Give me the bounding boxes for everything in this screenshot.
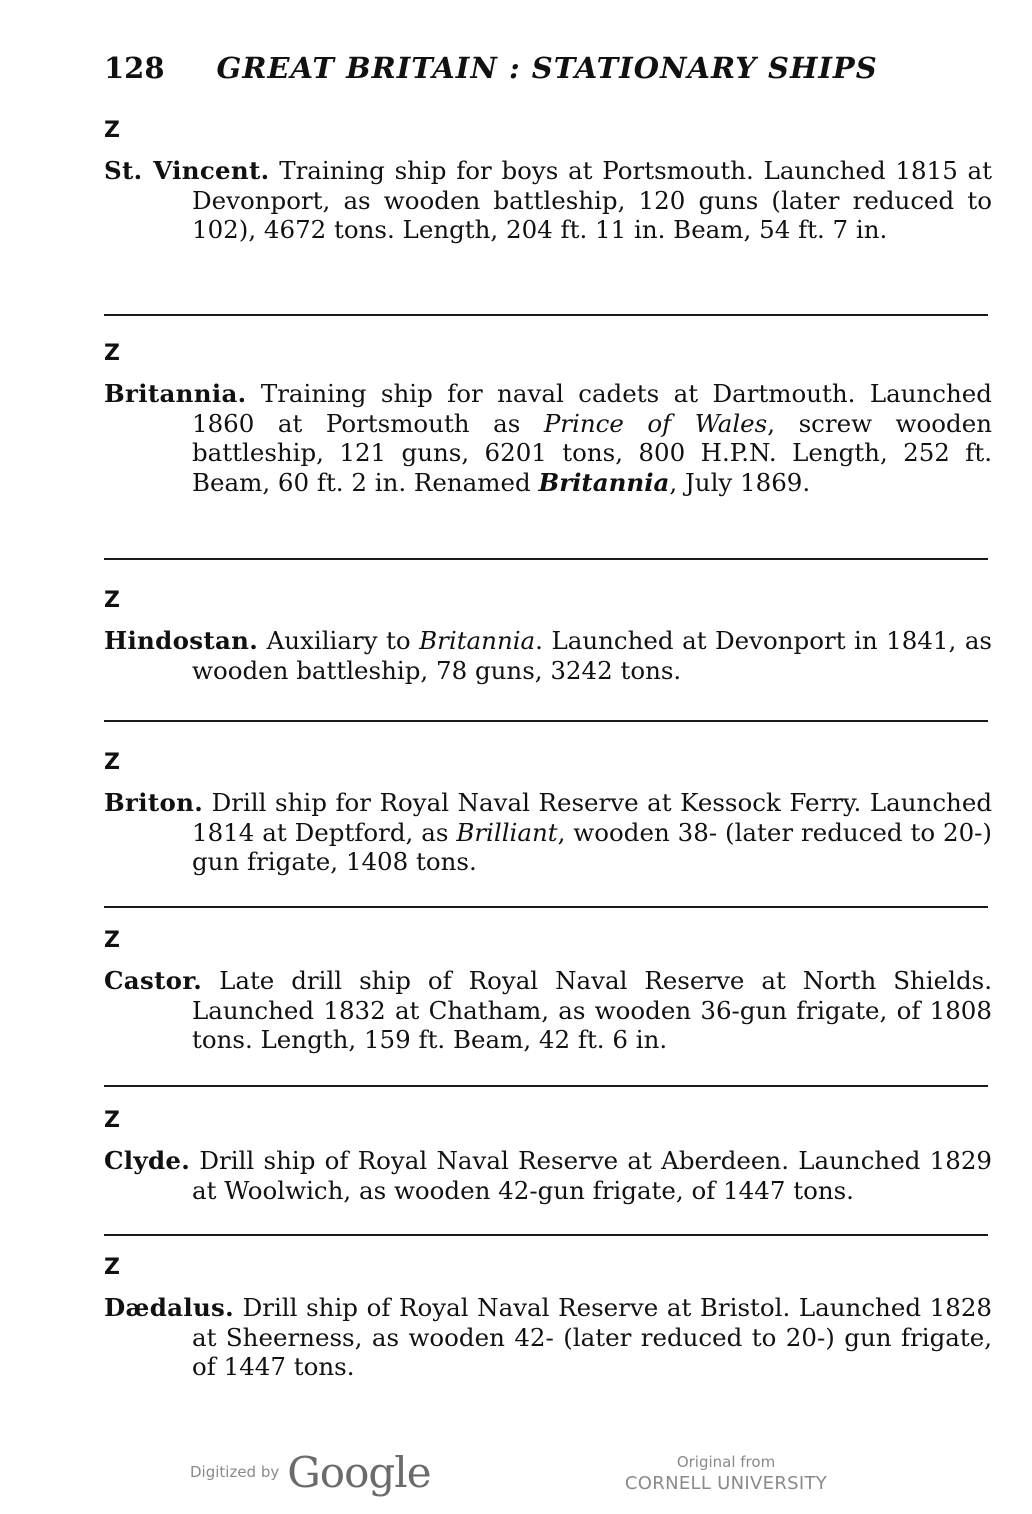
section-divider	[104, 1234, 988, 1236]
entry-body: Training ship for boys at Portsmouth. Launched 1815 at Devonport, as wooden battleship, 120 guns (later reduced to 102), 4672 tons. Length, 204 ft. 11 in. Beam, 54 ft. 7 in.	[192, 156, 992, 244]
running-header	[104, 50, 878, 86]
entry-text	[104, 1293, 992, 1382]
ship-entry-briton	[104, 750, 992, 877]
entry-italic-name: Britannia	[538, 467, 670, 497]
original-from-text: Original from	[676, 1453, 776, 1471]
ship-entry-st-vincent	[104, 118, 992, 245]
entry-body: , wooden 38- (later reduced to 20-) gun frigate, 1408 tons.	[192, 817, 992, 876]
section-divider	[104, 314, 988, 316]
digitized-by-text: Digitized by	[190, 1463, 280, 1481]
entry-body: Drill ship for Royal Naval Reserve at Kessock Ferry. Launched 1814 at Deptford, as	[192, 788, 992, 847]
google-logo: Google	[287, 1448, 431, 1497]
section-divider	[104, 906, 988, 908]
entry-marker: Z	[104, 1255, 120, 1280]
ship-entry-clyde	[104, 1108, 992, 1205]
entry-body: Auxiliary to	[258, 626, 420, 655]
ship-name: Dædalus.	[104, 1293, 234, 1322]
entry-text	[104, 156, 992, 245]
page-number: 128	[104, 51, 165, 85]
running-title: GREAT BRITAIN : STATIONARY SHIPS	[216, 51, 878, 85]
entry-text	[104, 1146, 992, 1205]
entry-italic-name: Brilliant	[456, 817, 558, 847]
entry-marker: Z	[104, 750, 120, 775]
entry-marker: Z	[104, 341, 120, 366]
section-divider	[104, 720, 988, 722]
entry-body: Drill ship of Royal Naval Reserve at Aberdeen. Launched 1829 at Woolwich, as wooden 42-gun frigate, of 1447 tons.	[190, 1146, 992, 1205]
section-divider	[104, 558, 988, 560]
entry-body: Late drill ship of Royal Naval Reserve at North Shields. Launched 1832 at Chatham, as wooden 36-gun frigate, of 1808 tons. Length, 159 ft. Beam, 42 ft. 6 in.	[192, 966, 992, 1054]
entry-body: . Launched at Devonport in 1841, as wooden battleship, 78 guns, 3242 tons.	[192, 626, 992, 685]
ship-name: St. Vincent.	[104, 156, 270, 185]
entry-body: Training ship for naval cadets at Dartmouth. Launched 1860 at Portsmouth as	[192, 379, 992, 438]
entry-text	[104, 379, 992, 497]
entry-marker: Z	[104, 928, 120, 953]
ship-name: Hindostan.	[104, 626, 259, 655]
entry-body: , screw wooden battleship, 121 guns, 6201 tons, 800 H.P.N. Length, 252 ft. Beam, 60 ft. 2 in. Renamed	[192, 408, 992, 497]
entry-marker: Z	[104, 1108, 120, 1133]
entry-italic-name: Britannia	[419, 626, 536, 655]
entry-text	[104, 788, 992, 877]
entry-marker: Z	[104, 588, 120, 613]
institution-name: CORNELL UNIVERSITY	[624, 1473, 828, 1494]
entry-body: Drill ship of Royal Naval Reserve at Bristol. Launched 1828 at Sheerness, as wooden 42- (later reduced to 20-) gun frigate, of 1447 tons.	[192, 1293, 992, 1381]
entry-italic-name: Prince of Wales	[543, 408, 768, 438]
ship-name: Briton.	[104, 788, 204, 817]
entry-body: , July 1869.	[669, 467, 811, 497]
ship-name: Castor.	[104, 966, 203, 995]
ship-entry-britannia	[104, 341, 992, 497]
ship-entry-daedalus	[104, 1255, 992, 1382]
ship-name: Britannia.	[104, 379, 247, 408]
digitized-by-watermark	[190, 1448, 431, 1497]
entry-text	[104, 966, 992, 1055]
ship-name: Clyde.	[104, 1146, 191, 1175]
section-divider	[104, 1085, 988, 1087]
original-from-watermark	[620, 1452, 832, 1496]
entry-marker: Z	[104, 118, 120, 143]
ship-entry-hindostan	[104, 588, 992, 685]
entry-text	[104, 626, 992, 685]
ship-entry-castor	[104, 928, 992, 1055]
